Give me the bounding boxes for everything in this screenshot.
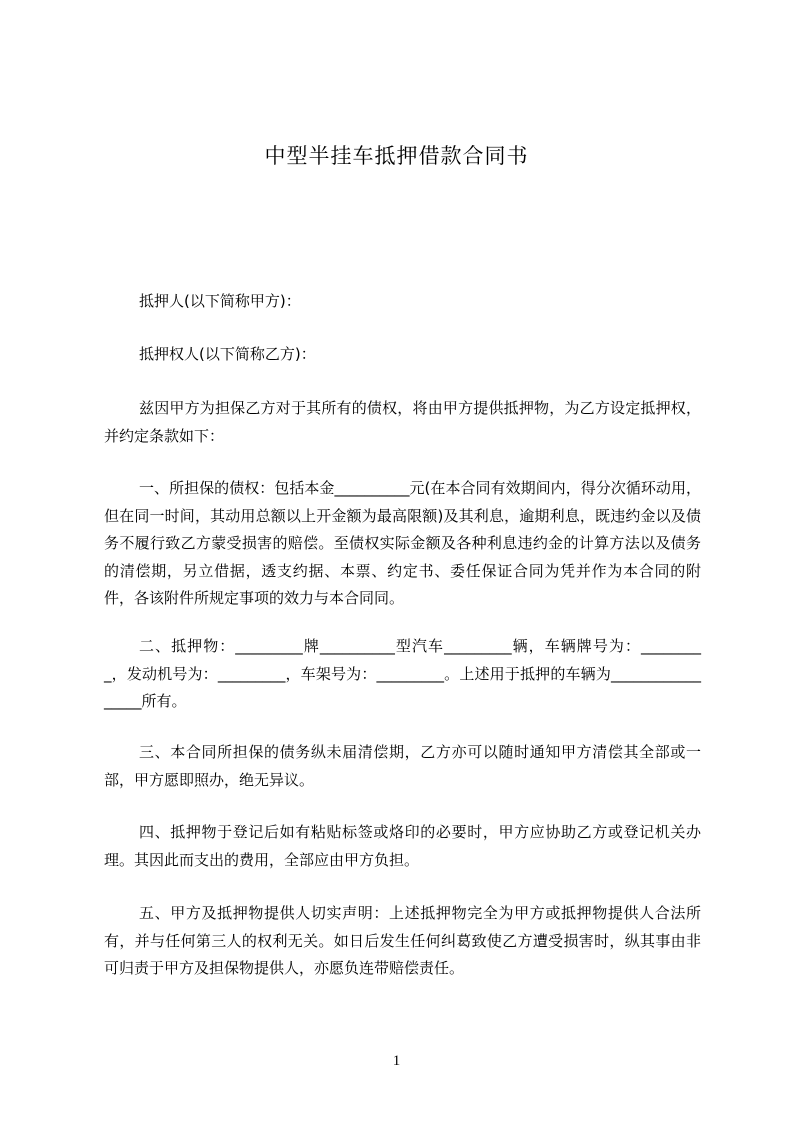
- clause-4-registration: 四、抵押物于登记后如有粘贴标签或烙印的必要时，甲方应协助乙方或登记机关办理。其因此而支出的费用，全部应由甲方负担。: [104, 823, 701, 869]
- page-number: 1: [392, 1053, 401, 1069]
- clause-3-early-repayment: 三、本合同所担保的债务纵未届清偿期，乙方亦可以随时通知甲方清偿其全部或一部，甲方愿即照办，绝无异议。: [104, 743, 701, 789]
- preamble-paragraph: 兹因甲方为担保乙方对于其所有的债权，将由甲方提供抵押物，为乙方设定抵押权，并约定条款如下：: [104, 399, 701, 445]
- document-title: 中型半挂车抵押借款合同书: [264, 144, 529, 168]
- mortgagor-line: 抵押人(以下简称甲方)：: [139, 292, 301, 310]
- mortgagee-line: 抵押权人(以下简称乙方)：: [139, 345, 316, 363]
- clause-2-collateral: 二、抵押物：_________牌__________型汽车_________辆，车辆牌号为：_________，发动机号为：_________，车架号为：_________。上述用于抵押的车辆为_________________所有。: [104, 637, 701, 710]
- clause-5-declaration: 五、甲方及抵押物提供人切实声明：上述抵押物完全为甲方或抵押物提供人合法所有，并与任何第三人的权利无关。如日后发生任何纠葛致使乙方遭受损害时，纵其事由非可归责于甲方及担保物提供人，亦愿负连带赔偿责任。: [104, 904, 701, 977]
- clause-1-secured-debt: 一、所担保的债权：包括本金__________元(在本合同有效期间内，得分次循环动用，但在同一时间，其动用总额以上开金额为最高限额)及其利息，逾期利息，既违约金以及债务不履行致乙方蒙受损害的赔偿。至债权实际金额及各种利息违约金的计算方法以及债务的清偿期，另立借据，透支约据、本票、约定书、委任保证合同为凭并作为本合同的附件，各该附件所规定事项的效力与本合同同。: [104, 479, 701, 607]
